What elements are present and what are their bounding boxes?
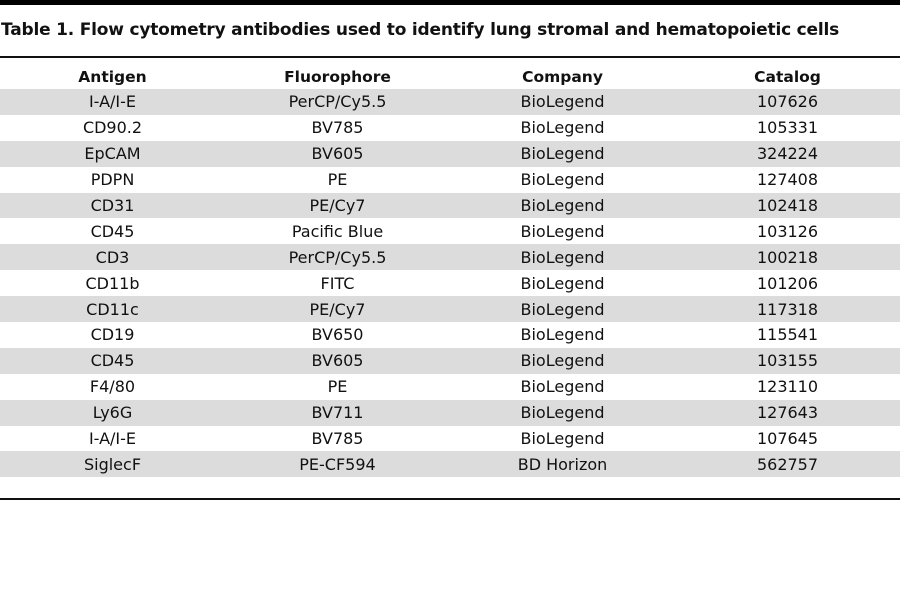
table-row — [0, 374, 900, 400]
catalog-cell: 100218 — [675, 244, 900, 270]
fluorophore-cell: PerCP/Cy5.5 — [225, 244, 450, 270]
company-cell: BioLegend — [520, 377, 605, 397]
table-row — [0, 348, 900, 374]
antigen-cell: CD19 — [90, 325, 135, 345]
antigen-cell: SiglecF — [0, 451, 225, 477]
catalog-cell: 105331 — [756, 118, 819, 138]
catalog-cell: 127408 — [756, 170, 819, 190]
company-cell: BioLegend — [520, 118, 605, 138]
header-rule — [0, 56, 900, 58]
fluorophore-cell: FITC — [320, 273, 355, 293]
fluorophore-cell: Pacific Blue — [291, 221, 384, 241]
fluorophore-cell: BV650 — [311, 325, 364, 345]
company-cell: BioLegend — [520, 429, 605, 449]
catalog-cell: 102418 — [675, 193, 900, 219]
company-cell: BioLegend — [450, 244, 675, 270]
table-body — [0, 89, 900, 477]
table-row — [0, 141, 900, 167]
table-row — [0, 218, 900, 244]
table-row — [0, 400, 900, 426]
table-row — [0, 270, 900, 296]
fluorophore-cell: BV711 — [225, 400, 450, 426]
top-border — [0, 0, 900, 5]
antigen-cell: CD45 — [90, 221, 135, 241]
table-title: Table 1. Flow cytometry antibodies used to identify lung stromal and hematopoietic cells — [1, 20, 840, 40]
fluorophore-cell: BV785 — [311, 429, 364, 449]
company-cell: BioLegend — [520, 221, 605, 241]
fluorophore-cell: PerCP/Cy5.5 — [225, 89, 450, 115]
antigen-cell: CD31 — [0, 193, 225, 219]
catalog-cell: 127643 — [675, 400, 900, 426]
table-row — [0, 89, 900, 115]
table-row — [0, 167, 900, 193]
table-row — [0, 115, 900, 141]
antigen-cell: EpCAM — [0, 141, 225, 167]
bottom-rule — [0, 498, 900, 500]
fluorophore-cell: PE — [327, 170, 348, 190]
fluorophore-cell: BV785 — [311, 118, 364, 138]
catalog-cell: 324224 — [675, 141, 900, 167]
catalog-cell: 103126 — [756, 221, 819, 241]
company-cell: BioLegend — [450, 296, 675, 322]
company-cell: BioLegend — [450, 193, 675, 219]
header-row — [0, 64, 900, 89]
antigen-cell: F4/80 — [89, 377, 136, 397]
table-row — [0, 322, 900, 348]
company-cell: BioLegend — [450, 348, 675, 374]
catalog-cell: 101206 — [756, 273, 819, 293]
column-header-antigen: Antigen — [78, 67, 147, 86]
table-row — [0, 426, 900, 452]
catalog-cell: 107645 — [756, 429, 819, 449]
fluorophore-cell: PE-CF594 — [225, 451, 450, 477]
catalog-cell: 103155 — [675, 348, 900, 374]
catalog-cell: 107626 — [675, 89, 900, 115]
fluorophore-cell: BV605 — [225, 141, 450, 167]
antigen-cell: Ly6G — [0, 400, 225, 426]
table-row — [0, 451, 900, 477]
company-cell: BioLegend — [520, 170, 605, 190]
antigen-cell: I-A/I-E — [88, 429, 137, 449]
antigen-cell: CD11b — [85, 273, 140, 293]
company-cell: BioLegend — [450, 400, 675, 426]
column-header-company: Company — [522, 67, 603, 86]
antigen-cell: CD11c — [0, 296, 225, 322]
company-cell: BioLegend — [450, 141, 675, 167]
column-header-fluorophore: Fluorophore — [284, 67, 391, 86]
table-row — [0, 244, 900, 270]
fluorophore-cell: PE/Cy7 — [225, 193, 450, 219]
table-row — [0, 296, 900, 322]
column-header-catalog: Catalog — [754, 67, 821, 86]
antigen-cell: CD3 — [0, 244, 225, 270]
table-row — [0, 193, 900, 219]
antigen-cell: CD90.2 — [82, 118, 143, 138]
company-cell: BioLegend — [520, 325, 605, 345]
company-cell: BioLegend — [450, 89, 675, 115]
fluorophore-cell: PE/Cy7 — [225, 296, 450, 322]
antigen-cell: CD45 — [0, 348, 225, 374]
company-cell: BD Horizon — [450, 451, 675, 477]
catalog-cell: 117318 — [675, 296, 900, 322]
fluorophore-cell: PE — [327, 377, 348, 397]
catalog-cell: 115541 — [756, 325, 819, 345]
antigen-cell: I-A/I-E — [0, 89, 225, 115]
company-cell: BioLegend — [520, 273, 605, 293]
antigen-cell: PDPN — [90, 170, 135, 190]
fluorophore-cell: BV605 — [225, 348, 450, 374]
catalog-cell: 123110 — [756, 377, 819, 397]
catalog-cell: 562757 — [675, 451, 900, 477]
antibody-table — [0, 64, 900, 477]
